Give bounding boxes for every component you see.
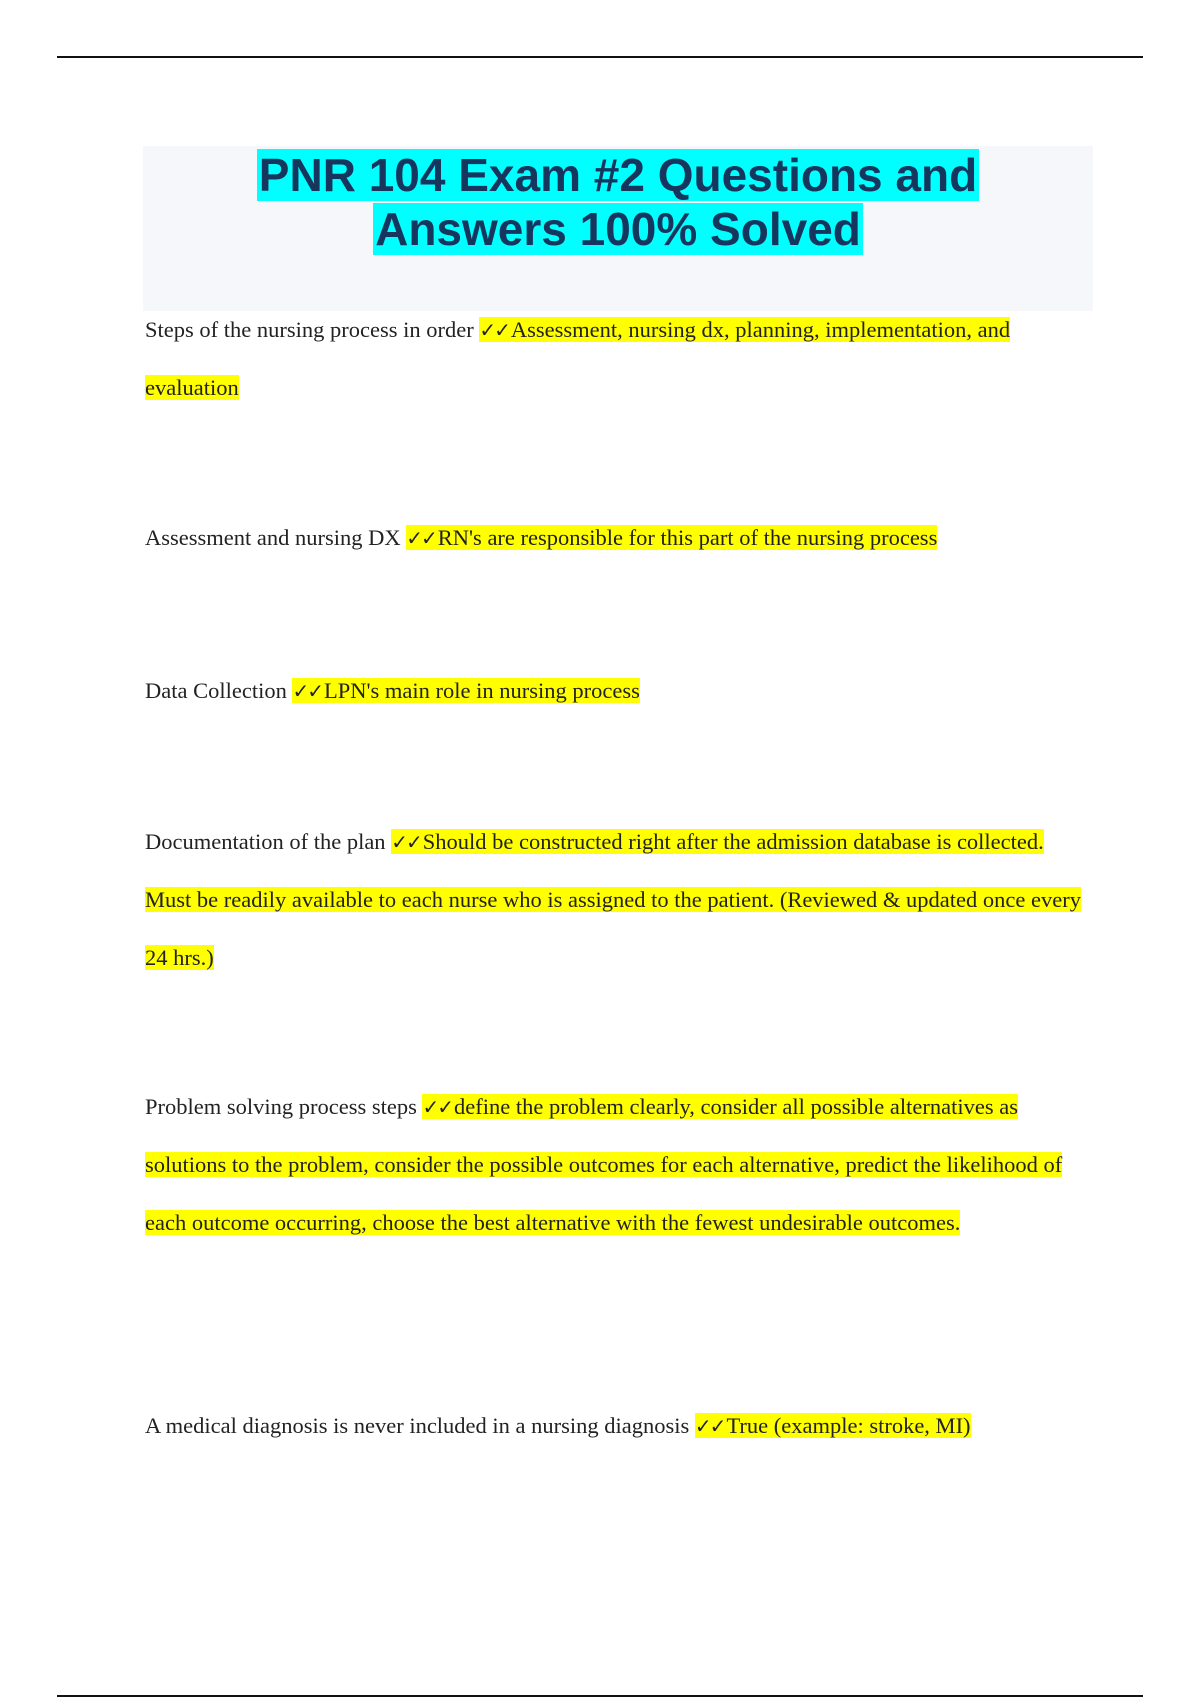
question-text: Problem solving process steps xyxy=(145,1094,417,1119)
qa-item-4 xyxy=(145,813,1095,987)
answer-text: True (example: stroke, MI) xyxy=(726,1413,971,1438)
answer-text: LPN's main role in nursing process xyxy=(323,678,640,703)
qa-item-3 xyxy=(145,662,1095,720)
answer-text: Should be constructed right after the admission database is collected. Must be readily available to each nurse who is assigned to the patient. (Reviewed & updated once every 24 hrs.) xyxy=(145,829,1081,970)
answer-highlight xyxy=(406,525,937,550)
double-check-icon: ✓✓ xyxy=(406,526,436,550)
double-check-icon: ✓✓ xyxy=(422,1095,452,1119)
title-line-1: PNR 104 Exam #2 Questions and xyxy=(258,149,978,201)
top-rule xyxy=(57,56,1143,58)
title-line-2: Answers 100% Solved xyxy=(375,203,861,255)
double-check-icon: ✓✓ xyxy=(391,830,421,854)
question-text: Documentation of the plan xyxy=(145,829,386,854)
bottom-rule xyxy=(57,1695,1143,1697)
double-check-icon: ✓✓ xyxy=(479,318,509,342)
qa-item-5 xyxy=(145,1078,1095,1252)
answer-text: define the problem clearly, consider all possible alternatives as solutions to the problem, consider the possible outcomes for each alternative, predict the likelihood of each outcome occurring, choose the best alternative with the fewest undesirable outcomes. xyxy=(145,1094,1063,1235)
answer-text: RN's are responsible for this part of the nursing process xyxy=(437,525,938,550)
double-check-icon: ✓✓ xyxy=(292,679,322,703)
answer-highlight xyxy=(695,1413,971,1438)
qa-item-6 xyxy=(145,1397,1095,1455)
qa-item-2 xyxy=(145,509,1095,567)
title-banner xyxy=(143,146,1093,311)
question-text: A medical diagnosis is never included in a nursing diagnosis xyxy=(145,1413,690,1438)
document-title xyxy=(143,146,1093,256)
question-text: Steps of the nursing process in order xyxy=(145,317,474,342)
double-check-icon: ✓✓ xyxy=(694,1414,725,1438)
answer-text: Assessment, nursing dx, planning, implementation, and evaluation xyxy=(145,317,1011,400)
question-text: Assessment and nursing DX xyxy=(145,525,401,550)
answer-highlight xyxy=(292,678,639,703)
qa-item-1 xyxy=(145,301,1095,417)
question-text: Data Collection xyxy=(145,678,287,703)
